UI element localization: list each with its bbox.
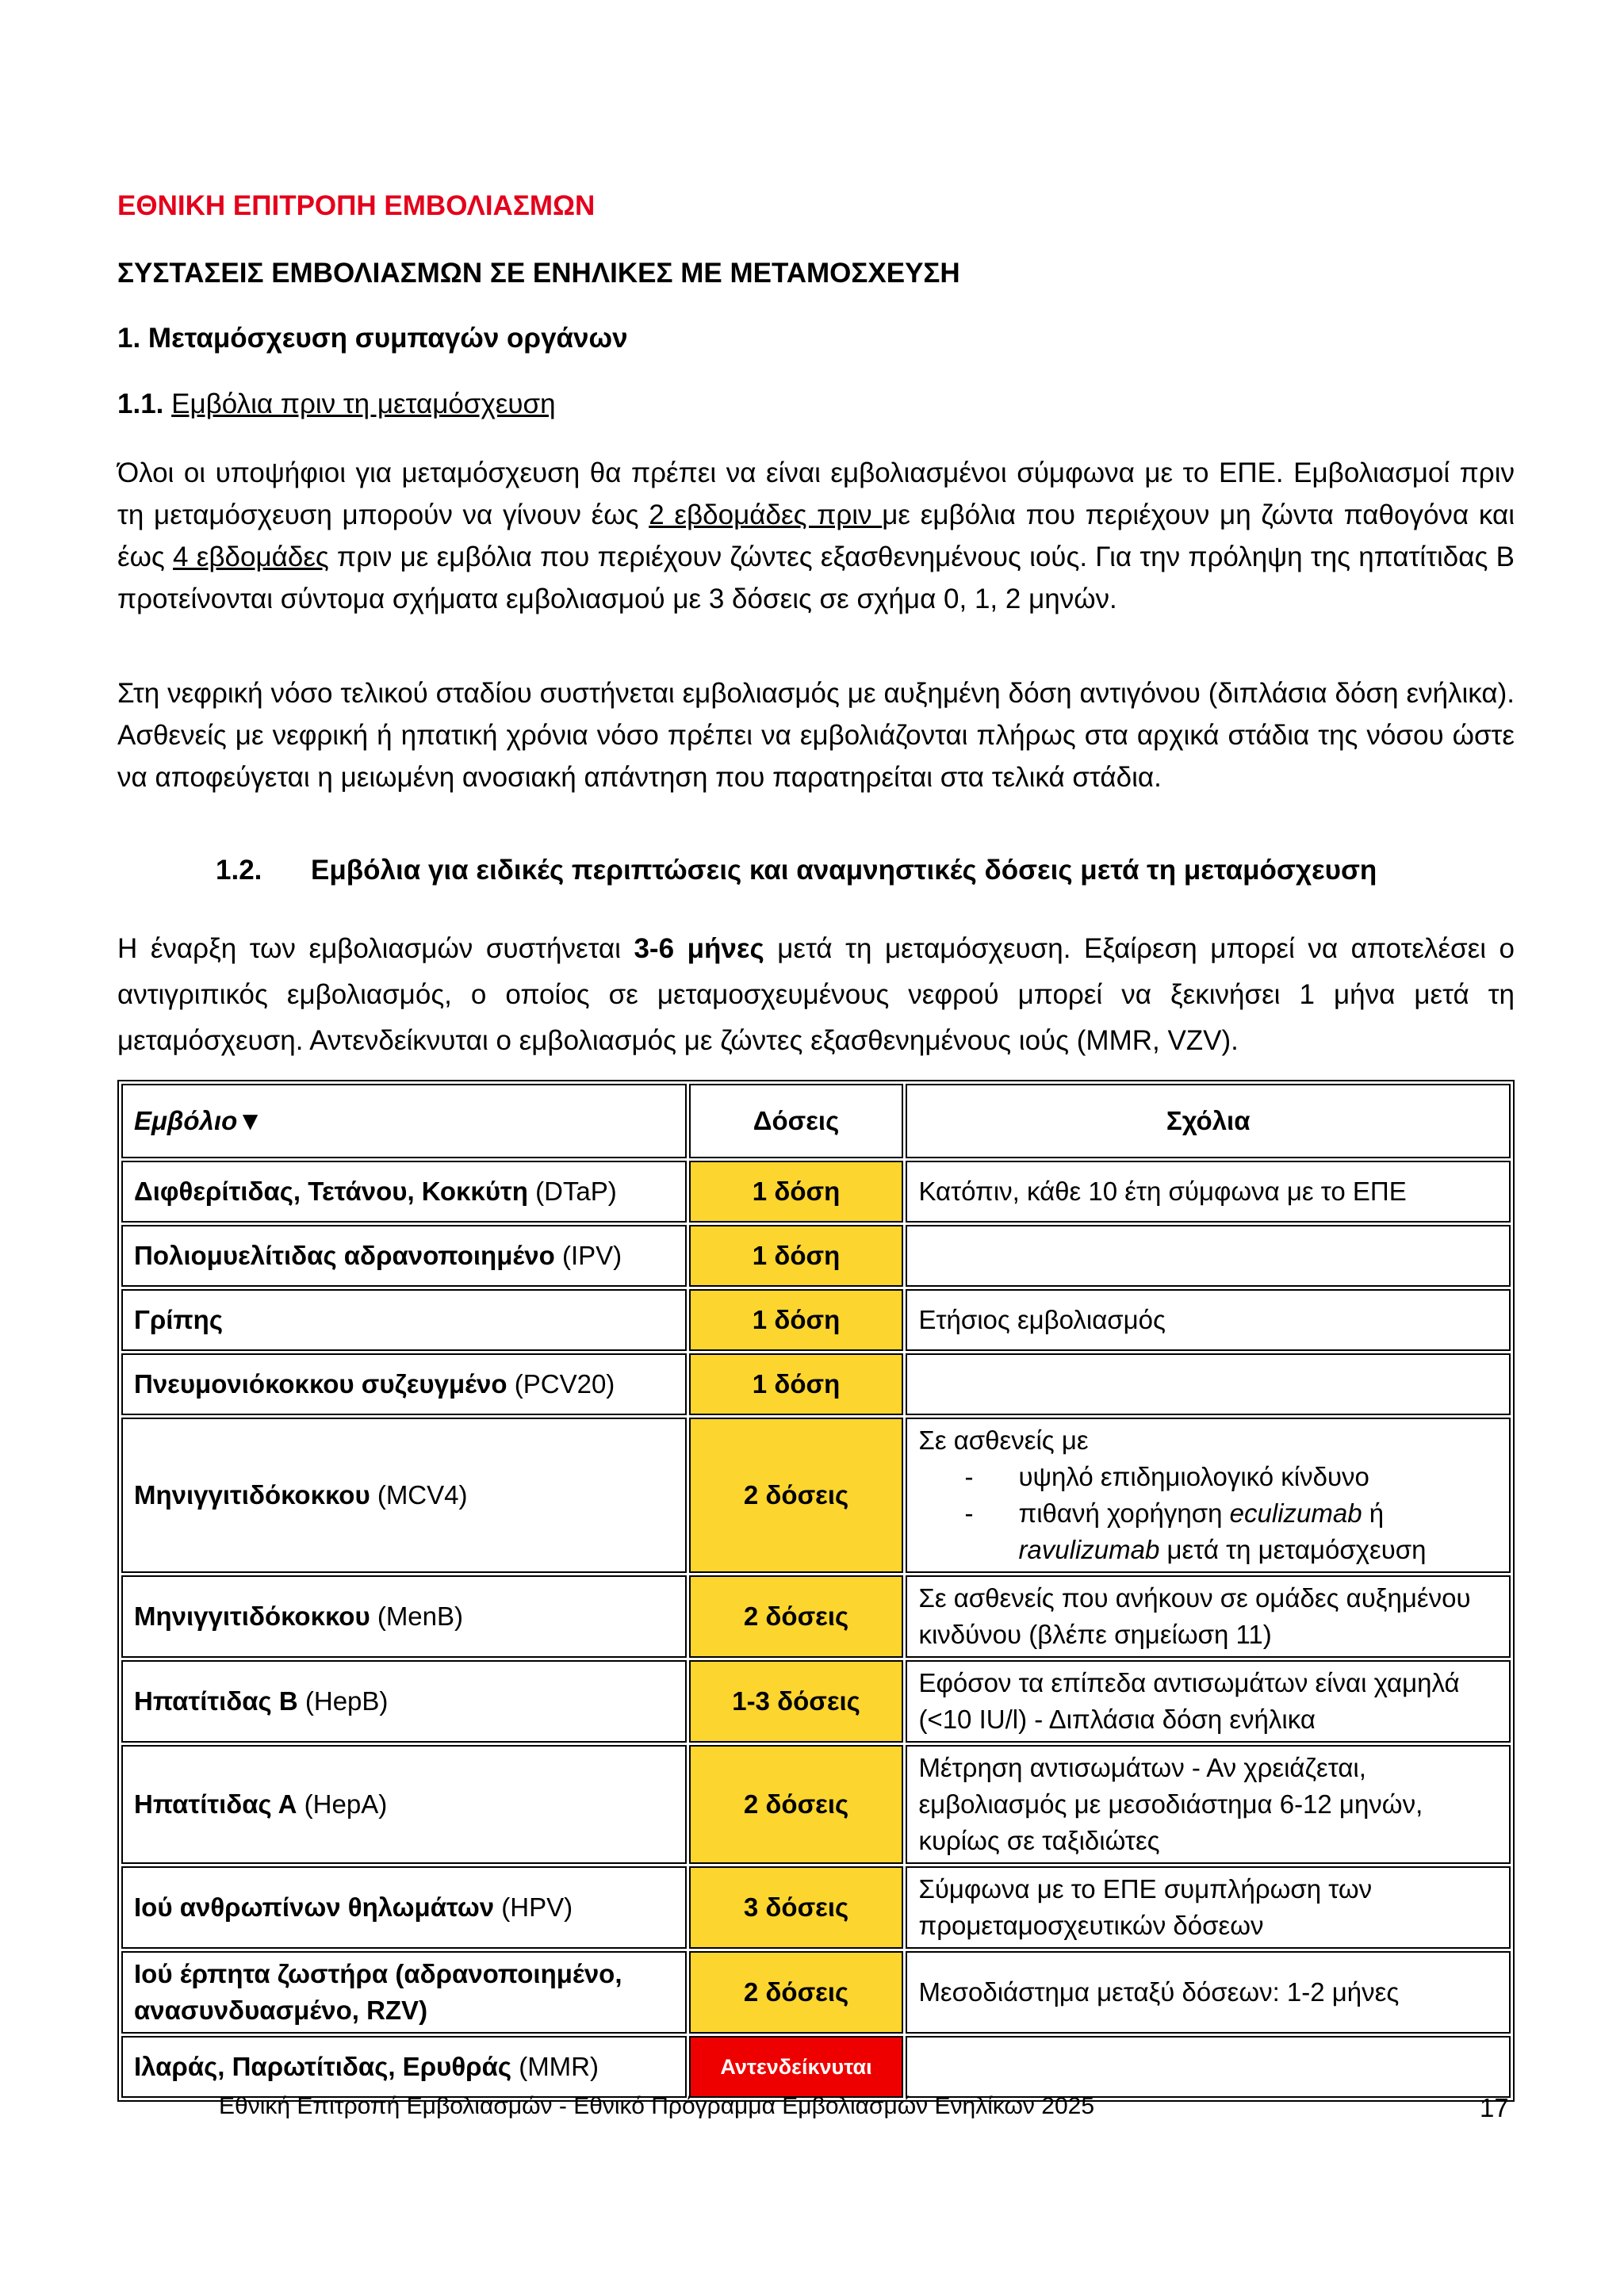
vaccine-name: Ηπατίτιδας Β [134, 1686, 298, 1716]
section-1-1-number: 1.1. [117, 388, 164, 419]
page-footer: Εθνική Επιτροπή Εμβολιασμών - Εθνικό Πρόγραμμα Εμβολιασμών Ενηλίκων 2025 [219, 2093, 1095, 2119]
table-row [121, 1225, 1511, 1287]
section-1-2-number: 1.2. [216, 855, 262, 886]
paragraph-post-transplant [117, 926, 1515, 1064]
doses-cell: 2 δόσεις [689, 1418, 904, 1573]
comment-text: πιθανή χορήγηση [1018, 1498, 1230, 1528]
table-row [121, 1289, 1511, 1351]
vaccine-name: Πολιομυελίτιδας αδρανοποιημένο [134, 1241, 555, 1270]
contraindicated-cell: Αντενδείκνυται [689, 2036, 904, 2098]
table-row [121, 1660, 1511, 1743]
vaccine-cell [121, 1745, 687, 1864]
header-vaccine: Εμβόλιο▼ [121, 1084, 687, 1158]
vaccine-cell [121, 1353, 687, 1415]
vaccine-abbr: (MenB) [370, 1601, 464, 1631]
doses-cell: 1 δόση [689, 1353, 904, 1415]
para1-text-c: πριν με εμβόλια που περιέχουν ζώντες εξασθενημένους ιούς. Για την πρόληψη της ηπατίτιδας Β προτείνονται σύντομα σχήματα εμβολιασμού με 3 δόσεις σε σχήμα 0, 1, 2 μηνών. [117, 541, 1515, 614]
vaccine-abbr: (DTaP) [527, 1177, 617, 1206]
para1-text-b: με εμβόλια που περιέχουν μη ζώντα παθογόνα και έως [117, 499, 1515, 572]
header-doses: Δόσεις [689, 1084, 904, 1158]
comment-intro: Σε ασθενείς με [918, 1425, 1089, 1455]
comment-cell: Μέτρηση αντισωμάτων - Αν χρειάζεται, εμβολιασμός με μεσοδιάστημα 6-12 μηνών, κυρίως σε ταξιδιώτες [906, 1745, 1511, 1864]
table-row [121, 1161, 1511, 1223]
vaccine-abbr: (HepB) [297, 1686, 389, 1716]
comment-list [918, 1459, 1498, 1568]
vaccine-cell [121, 1225, 687, 1287]
comment-cell [906, 2036, 1511, 2098]
paragraph-pre-transplant [117, 452, 1515, 620]
table-row [121, 1353, 1511, 1415]
para3-text-b: μετά τη μεταμόσχευση. Εξαίρεση μπορεί να αποτελέσει ο αντιγριπικός εμβολιασμός, ο οποίος σε μεταμοσχευμένους νεφρού μπορεί να ξεκινήσει 1 μήνα μετά τη μεταμόσχευση. Αντενδείκνυται ο εμβολιασμός με ζώντες εξασθενημένους ιούς (MMR, VZV). [117, 933, 1515, 1056]
drug-name-eculizumab: eculizumab [1229, 1498, 1362, 1528]
paragraph-renal-disease: Στη νεφρική νόσο τελικού σταδίου συστήνεται εμβολιασμός με αυξημένη δόση αντιγόνου (διπλάσια δόση ενήλικα). Ασθενείς με νεφρική ή ηπατική χρόνια νόσο πρέπει να εμβολιάζονται πλήρως στα αρχικά στάδια της νόσου ώστε να αποφεύγεται η μειωμένη ανοσιακή απάντηση που παρατηρείται στα τελικά στάδια. [117, 678, 1515, 793]
comment-text: ή [1362, 1498, 1385, 1528]
section-1-heading: 1. Μεταμόσχευση συμπαγών οργάνων [117, 323, 628, 354]
vaccine-name: Μηνιγγιτιδόκοκκου [134, 1601, 370, 1631]
doses-cell: 1 δόση [689, 1289, 904, 1351]
section-1-2-title: Εμβόλια για ειδικές περιπτώσεις και αναμνηστικές δόσεις μετά τη μεταμόσχευση [311, 855, 1377, 886]
table-row [121, 1575, 1511, 1658]
vaccine-abbr: (HepA) [297, 1789, 388, 1819]
comment-cell: Ετήσιος εμβολιασμός [906, 1289, 1511, 1351]
drug-name-ravulizumab: ravulizumab [1018, 1535, 1160, 1564]
comment-text: μετά τη μεταμόσχευση [1159, 1535, 1427, 1564]
para3-bold-months: 3-6 μήνες [634, 933, 764, 964]
vaccine-cell [121, 1866, 687, 1949]
section-1-1-heading [117, 388, 556, 420]
vaccine-abbr: (PCV20) [507, 1369, 615, 1399]
comment-list-item: - υψηλό επιδημιολογικό κίνδυνο [918, 1459, 1498, 1495]
page-number: 17 [1480, 2093, 1509, 2122]
vaccine-name: Ιού έρπητα ζωστήρα (αδρανοποιημένο, ανασυνδυασμένο, RZV) [134, 1959, 622, 2025]
document-title: ΣΥΣΤΑΣΕΙΣ ΕΜΒΟΛΙΑΣΜΩΝ ΣΕ ΕΝΗΛΙΚΕΣ ΜΕ ΜΕΤΑΜΟΣΧΕΥΣΗ [117, 258, 960, 289]
para3-text-a: Η έναρξη των εμβολιασμών συστήνεται [117, 933, 634, 964]
comment-cell [906, 1418, 1511, 1573]
comment-cell [906, 1353, 1511, 1415]
table-row [121, 2036, 1511, 2098]
doses-cell: 1 δόση [689, 1161, 904, 1223]
table-row [121, 1745, 1511, 1864]
doses-cell: 3 δόσεις [689, 1866, 904, 1949]
vaccine-name: Ηπατίτιδας Α [134, 1789, 297, 1819]
vaccine-abbr: (MMR) [511, 2052, 599, 2081]
vaccine-cell [121, 1575, 687, 1658]
vaccine-name: Πνευμονιόκοκκου συζευγμένο [134, 1369, 508, 1399]
vaccine-name: Ιού ανθρωπίνων θηλωμάτων [134, 1892, 495, 1922]
comment-cell: Εφόσον τα επίπεδα αντισωμάτων είναι χαμηλά (<10 IU/l) - Διπλάσια δόση ενήλικα [906, 1660, 1511, 1743]
para1-underline-4-weeks: 4 εβδομάδες [173, 541, 329, 572]
section-1-2-heading [216, 855, 1377, 886]
doses-cell: 1 δόση [689, 1225, 904, 1287]
table-row [121, 1418, 1511, 1573]
vaccine-abbr: (HPV) [494, 1892, 573, 1922]
header-comments: Σχόλια [906, 1084, 1511, 1158]
vaccine-name: Ιλαράς, Παρωτίτιδας, Ερυθράς [134, 2052, 512, 2081]
vaccine-cell [121, 2036, 687, 2098]
table-header-row [121, 1084, 1511, 1158]
para1-underline-2-weeks: 2 εβδομάδες πριν [649, 499, 883, 530]
vaccine-cell [121, 1289, 687, 1351]
doses-cell: 2 δόσεις [689, 1745, 904, 1864]
comment-cell: Σε ασθενείς που ανήκουν σε ομάδες αυξημένου κινδύνου (βλέπε σημείωση 11) [906, 1575, 1511, 1658]
doses-cell: 1-3 δόσεις [689, 1660, 904, 1743]
vaccine-cell [121, 1418, 687, 1573]
vaccine-cell [121, 1660, 687, 1743]
vaccine-cell [121, 1951, 687, 2034]
vaccine-cell [121, 1161, 687, 1223]
vaccine-name: Γρίπης [134, 1305, 224, 1334]
comment-cell: Σύμφωνα με το ΕΠΕ συμπλήρωση των προμεταμοσχευτικών δόσεων [906, 1866, 1511, 1949]
comment-cell: Κατόπιν, κάθε 10 έτη σύμφωνα με το ΕΠΕ [906, 1161, 1511, 1223]
vaccine-abbr: (IPV) [554, 1241, 622, 1270]
vaccine-abbr: (MCV4) [370, 1480, 468, 1510]
doses-cell: 2 δόσεις [689, 1575, 904, 1658]
org-title: ΕΘΝΙΚΗ ΕΠΙΤΡΟΠΗ ΕΜΒΟΛΙΑΣΜΩΝ [117, 190, 596, 221]
section-1-1-title: Εμβόλια πριν τη μεταμόσχευση [171, 388, 556, 419]
comment-cell [906, 1225, 1511, 1287]
vaccine-name: Μηνιγγιτιδόκοκκου [134, 1480, 370, 1510]
comment-list-item [918, 1495, 1498, 1568]
doses-cell: 2 δόσεις [689, 1951, 904, 2034]
para1-text-a: Όλοι οι υποψήφιοι για μεταμόσχευση θα πρέπει να είναι εμβολιασμένοι σύμφωνα με το ΕΠΕ. Εμβολιασμοί πριν τη μεταμόσχευση μπορούν να γίνουν έως [117, 457, 1515, 530]
table-row [121, 1951, 1511, 2034]
vaccine-name: Διφθερίτιδας, Τετάνου, Κοκκύτη [134, 1177, 528, 1206]
comment-cell: Μεσοδιάστημα μεταξύ δόσεων: 1-2 μήνες [906, 1951, 1511, 2034]
vaccine-table [117, 1080, 1515, 2102]
table-row [121, 1866, 1511, 1949]
